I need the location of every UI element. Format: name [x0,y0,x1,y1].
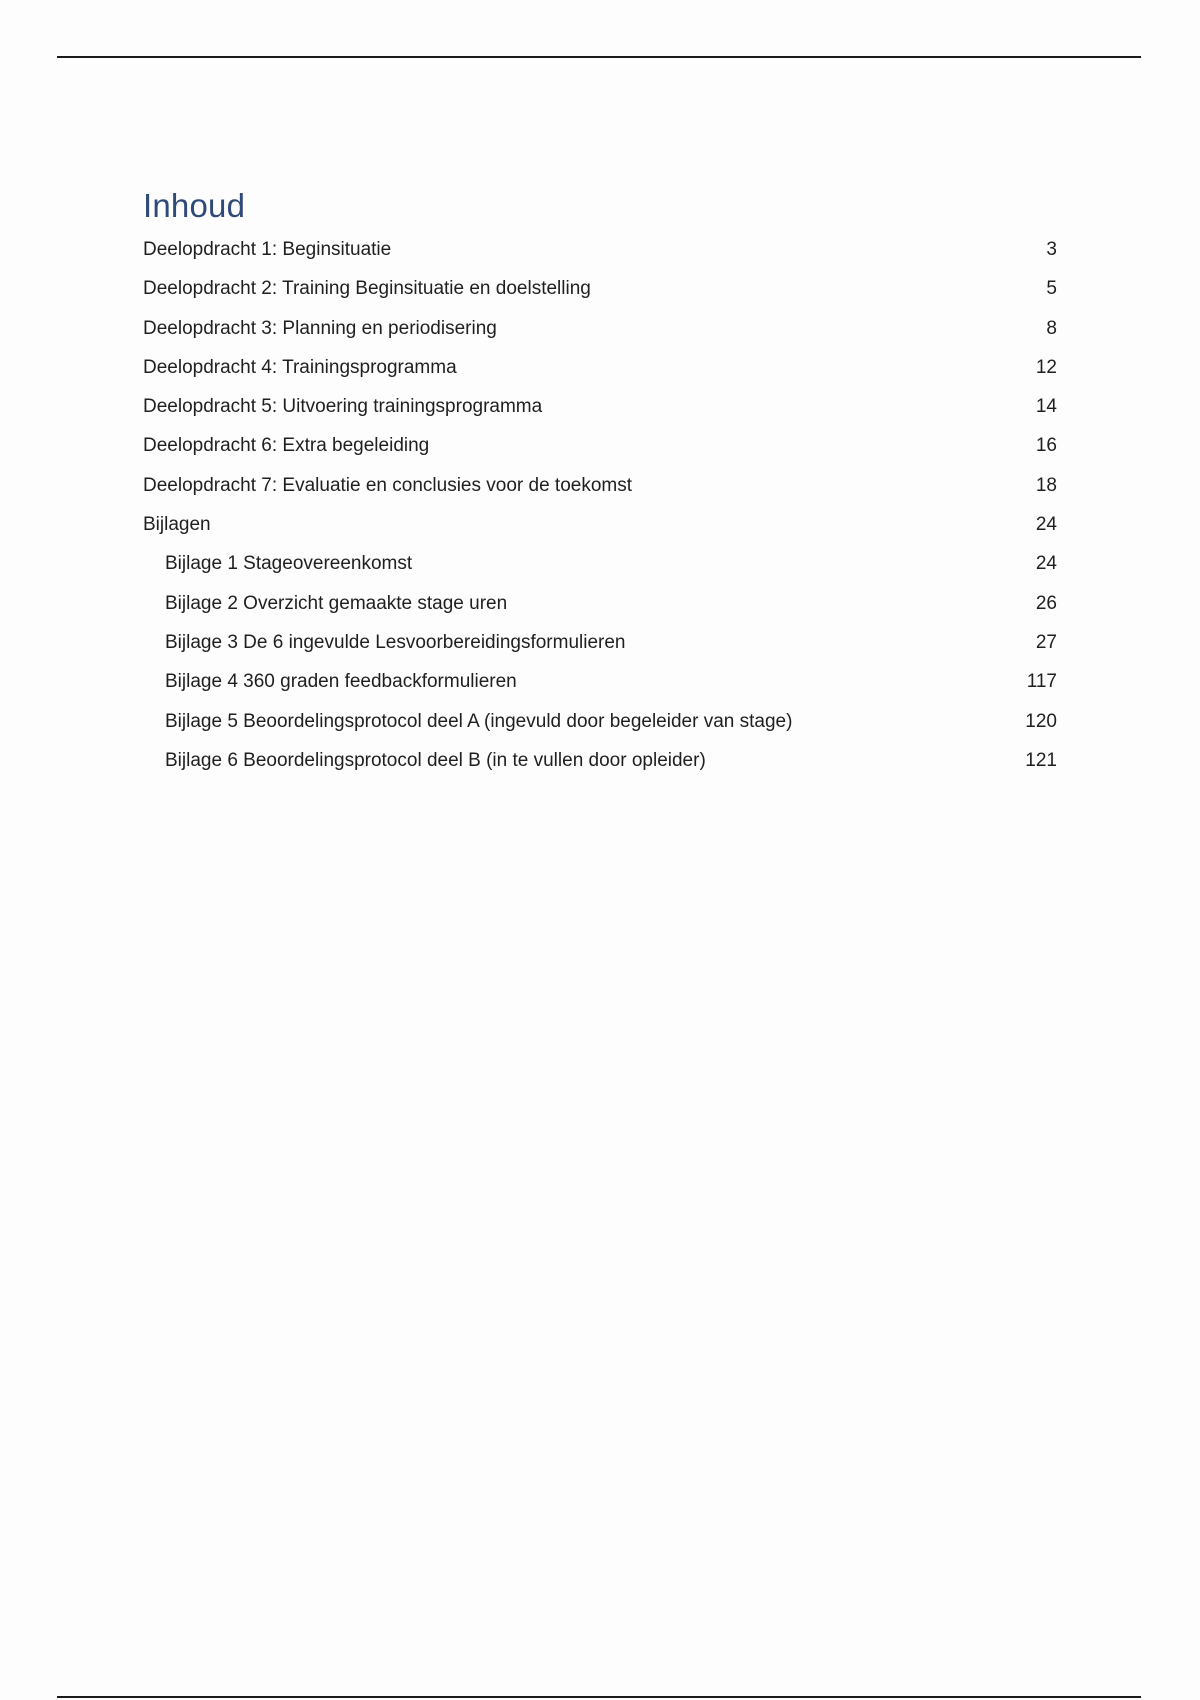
toc-title: Inhoud [143,187,246,224]
toc-entry[interactable] [143,466,1057,505]
toc-entry-text: Bijlage 1 Stageovereenkomst [165,553,413,575]
toc-subentry[interactable] [143,702,1057,741]
toc-entry-page: 24 [1035,514,1057,536]
toc-entry-page: 3 [1046,239,1057,260]
toc-entry-page: 14 [1035,396,1057,418]
toc-entry-page: 27 [1035,631,1057,653]
toc-subentry[interactable] [143,741,1057,780]
toc-entry-page: 12 [1035,356,1057,378]
header-rule [57,56,1141,58]
toc-entry-page: 8 [1046,317,1057,339]
toc-entry-text: Deelopdracht 3: Planning en periodisering [143,317,497,339]
toc-entry-page: 24 [1035,553,1057,575]
toc-entry-text: Bijlage 4 360 graden feedbackformulieren [165,671,517,693]
toc-entry-text: Bijlage 6 Beoordelingsprotocol deel B (in te vullen door opleider) [165,749,706,771]
toc-subentry[interactable] [143,623,1057,662]
toc-entry-page: 121 [1025,749,1057,771]
table-of-contents [143,186,1057,780]
toc-entry-text: Bijlage 3 De 6 ingevulde Lesvoorbereidingsformulieren [165,631,626,653]
toc-subentry[interactable] [143,662,1057,701]
toc-entry-page: 16 [1035,435,1057,457]
toc-entry[interactable] [143,269,1057,308]
toc-entry-text: Deelopdracht 1: Beginsituatie [143,239,392,260]
toc-entry[interactable] [143,309,1057,348]
toc-entry-page: 120 [1025,710,1057,732]
toc-entry[interactable] [143,387,1057,426]
toc-entry-page: 5 [1046,278,1057,300]
toc-entry-text: Deelopdracht 7: Evaluatie en conclusies voor de toekomst [143,474,632,496]
toc-entry[interactable] [143,426,1057,465]
toc-entry-text: Deelopdracht 6: Extra begeleiding [143,435,430,457]
footer-rule [57,1696,1141,1698]
toc-entry-text: Deelopdracht 4: Trainingsprogramma [143,356,457,378]
toc-entry[interactable] [143,230,1057,269]
toc-entry-text: Bijlage 2 Overzicht gemaakte stage uren [165,592,508,614]
toc-entry-text: Deelopdracht 5: Uitvoering trainingsprogramma [143,396,543,418]
toc-entry-text: Bijlagen [143,514,211,536]
toc-subentry[interactable] [143,544,1057,583]
toc-entry[interactable] [143,348,1057,387]
toc-entry-page: 26 [1035,592,1057,614]
toc-list [143,230,1057,780]
toc-entry-text: Bijlage 5 Beoordelingsprotocol deel A (ingevuld door begeleider van stage) [165,710,793,732]
toc-entry-page: 18 [1035,474,1057,496]
toc-entry[interactable] [143,505,1057,544]
toc-entry-page: 117 [1026,671,1057,693]
toc-entry-text: Deelopdracht 2: Training Beginsituatie en doelstelling [143,278,591,300]
toc-subentry[interactable] [143,584,1057,623]
